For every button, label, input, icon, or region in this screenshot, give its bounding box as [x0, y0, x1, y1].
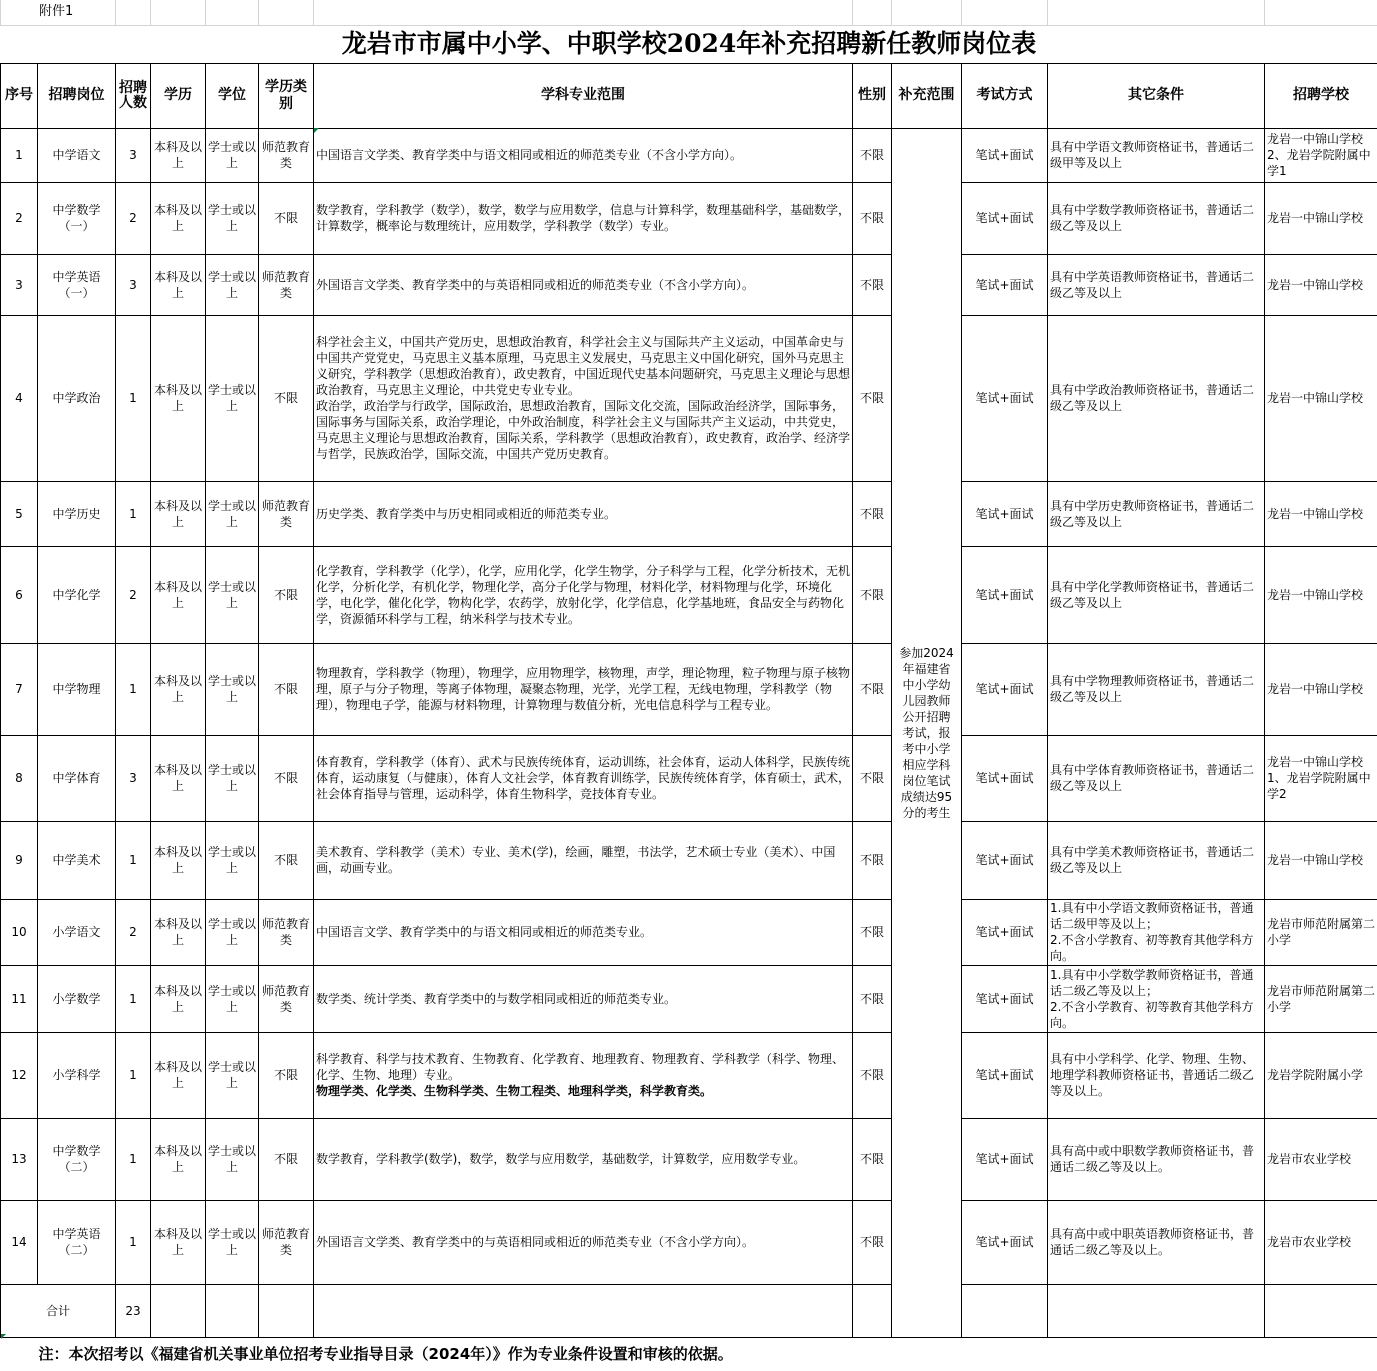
- table-row: [1, 1200, 1377, 1284]
- cell-seq[interactable]: 6: [1, 546, 38, 643]
- cell-school[interactable]: 龙岩一中锦山学校: [1265, 643, 1377, 735]
- cell-education[interactable]: 本科及以上: [151, 965, 206, 1032]
- table-row: [1, 899, 1377, 965]
- header-school[interactable]: 招聘学校: [1265, 63, 1377, 128]
- cell-seq[interactable]: 1: [1, 128, 38, 182]
- cell-major[interactable]: [314, 821, 853, 899]
- cell-post[interactable]: 中学化学: [38, 546, 116, 643]
- cell-count[interactable]: 1: [116, 643, 151, 735]
- cell-seq[interactable]: 4: [1, 315, 38, 481]
- major-text: 物理教育，学科教学（物理），物理学，应用物理学，核物理，声学，理论物理，粒子物理与原子核物理，原子与分子物理，等离子体物理，凝聚态物理，光学，光学工程，无线电物理，学科教学（物理），物理电子学，能源与材料物理，计算物理与数值分析，光电信息科学与工程专业。: [316, 666, 850, 712]
- cell-seq[interactable]: 3: [1, 254, 38, 315]
- cell-conditions[interactable]: 具有中学政治教师资格证书，普通话二级乙等及以上: [1048, 315, 1265, 481]
- cell-degree[interactable]: 学士或以上: [206, 315, 259, 481]
- cell-degree[interactable]: 学士或以上: [206, 481, 259, 546]
- empty-cell[interactable]: [1265, 1284, 1377, 1337]
- cell-seq[interactable]: 2: [1, 182, 38, 254]
- major-text: 外国语言文学类、教育学类中的与英语相同或相近的师范类专业（不含小学方向）。: [316, 1235, 754, 1249]
- table-row: [1, 821, 1377, 899]
- empty-cell[interactable]: [853, 1284, 892, 1337]
- cell-education[interactable]: 本科及以上: [151, 1118, 206, 1200]
- cell-gender[interactable]: 不限: [853, 481, 892, 546]
- table-row: [1, 1118, 1377, 1200]
- cell-edu-type[interactable]: 不限: [259, 182, 314, 254]
- header-count[interactable]: 招聘人数: [116, 63, 151, 128]
- header-gender[interactable]: 性别: [853, 63, 892, 128]
- cell-seq[interactable]: 14: [1, 1200, 38, 1284]
- major-text: 美术教育、学科教学（美术）专业、美术(学)，绘画，雕塑，书法学，艺术硕士专业（美术）、中国画，动画专业。: [316, 845, 835, 875]
- cell-school[interactable]: 龙岩市师范附属第二小学: [1265, 899, 1377, 965]
- header-post[interactable]: 招聘岗位: [38, 63, 116, 128]
- cell-school[interactable]: 龙岩一中锦山学校: [1265, 254, 1377, 315]
- cell-seq[interactable]: 11: [1, 965, 38, 1032]
- cell-exam[interactable]: 笔试+面试: [962, 643, 1048, 735]
- cell-degree[interactable]: 学士或以上: [206, 128, 259, 182]
- cell-count[interactable]: 1: [116, 481, 151, 546]
- cell-post[interactable]: 小学语文: [38, 899, 116, 965]
- cell-education[interactable]: 本科及以上: [151, 254, 206, 315]
- cell-gender[interactable]: 不限: [853, 546, 892, 643]
- empty-cell[interactable]: [314, 1284, 853, 1337]
- cell-seq[interactable]: 13: [1, 1118, 38, 1200]
- cell-edu-type[interactable]: 不限: [259, 546, 314, 643]
- cell-post[interactable]: 中学历史: [38, 481, 116, 546]
- cell-count[interactable]: 3: [116, 254, 151, 315]
- cell-education[interactable]: 本科及以上: [151, 735, 206, 821]
- cell-school[interactable]: 龙岩一中锦山学校2、龙岩学院附属中学1: [1265, 128, 1377, 182]
- table-row: [1, 182, 1377, 254]
- header-education[interactable]: 学历: [151, 63, 206, 128]
- header-major[interactable]: 学科专业范围: [314, 63, 853, 128]
- cell-school[interactable]: 龙岩一中锦山学校: [1265, 546, 1377, 643]
- cell-major[interactable]: [314, 315, 853, 481]
- cell-school[interactable]: 龙岩市师范附属第二小学: [1265, 965, 1377, 1032]
- header-conditions[interactable]: 其它条件: [1048, 63, 1265, 128]
- cell-seq[interactable]: 12: [1, 1032, 38, 1118]
- major-text: 中国语言文学类、教育学类中与语文相同或相近的师范类专业（不含小学方向）。: [316, 148, 742, 162]
- cell-exam[interactable]: 笔试+面试: [962, 128, 1048, 182]
- cell-gender[interactable]: 不限: [853, 821, 892, 899]
- cell-exam[interactable]: 笔试+面试: [962, 899, 1048, 965]
- table-row: [1, 254, 1377, 315]
- table-row: [1, 481, 1377, 546]
- major-text-bold: 物理学类、化学类、生物科学类、生物工程类、地理科学类，科学教育类。: [316, 1084, 712, 1098]
- cell-edu-type[interactable]: 师范教育类: [259, 481, 314, 546]
- empty-cell[interactable]: [1048, 1284, 1265, 1337]
- cell-edu-type[interactable]: 不限: [259, 821, 314, 899]
- cell-conditions[interactable]: 具有高中或中职数学教师资格证书，普通话二级乙等及以上。: [1048, 1118, 1265, 1200]
- cell-major[interactable]: [314, 481, 853, 546]
- cell-gender[interactable]: 不限: [853, 735, 892, 821]
- cell-post[interactable]: 中学体育: [38, 735, 116, 821]
- cell-exam[interactable]: 笔试+面试: [962, 254, 1048, 315]
- cell-edu-type[interactable]: 师范教育类: [259, 965, 314, 1032]
- cell-gender[interactable]: 不限: [853, 315, 892, 481]
- table-row: [1, 315, 1377, 481]
- cell-degree[interactable]: 学士或以上: [206, 899, 259, 965]
- cell-edu-type[interactable]: 不限: [259, 1032, 314, 1118]
- table-row: [1, 546, 1377, 643]
- cell-major[interactable]: [314, 965, 853, 1032]
- attachment-label[interactable]: 附件1: [1, 0, 116, 25]
- cell-count[interactable]: 2: [116, 182, 151, 254]
- header-degree[interactable]: 学位: [206, 63, 259, 128]
- cell-major[interactable]: [314, 1200, 853, 1284]
- major-text: 数学教育，学科教学(数学)，数学，数学与应用数学，基础数学，计算数学，应用数学专业。: [316, 1152, 805, 1166]
- cell-seq[interactable]: 5: [1, 481, 38, 546]
- empty-cell[interactable]: [151, 1284, 206, 1337]
- cell-degree[interactable]: 学士或以上: [206, 643, 259, 735]
- cell-gender[interactable]: 不限: [853, 254, 892, 315]
- cell-major[interactable]: [314, 254, 853, 315]
- major-text: 数学类、统计学类、教育学类中的与数学相同或相近的师范类专业。: [316, 992, 676, 1006]
- cell-count[interactable]: 2: [116, 899, 151, 965]
- table-row: [1, 1032, 1377, 1118]
- table-row: [1, 643, 1377, 735]
- cell-major[interactable]: [314, 735, 853, 821]
- table-row: [1, 735, 1377, 821]
- header-exam[interactable]: 考试方式: [962, 63, 1048, 128]
- major-text: 化学教育，学科教学（化学），化学，应用化学，化学生物学，分子科学与工程，化学分析技术，无机化学，分析化学，有机化学，物理化学，高分子化学与物理，材料化学，材料物理与化学，环境化学，电化学，催化化学，物构化学，农药学，放射化学，化学信息，化学基地班，食品安全与药物化学，资源循环科学与工程，纳米科学与技术专业。: [316, 564, 850, 626]
- cell-degree[interactable]: 学士或以上: [206, 182, 259, 254]
- cell-edu-type[interactable]: 不限: [259, 643, 314, 735]
- cell-conditions[interactable]: 具有中小学科学、化学、物理、生物、地理学科教师资格证书，普通话二级乙等及以上。: [1048, 1032, 1265, 1118]
- cell-degree[interactable]: 学士或以上: [206, 254, 259, 315]
- cell-exam[interactable]: 笔试+面试: [962, 315, 1048, 481]
- cell-post[interactable]: 中学美术: [38, 821, 116, 899]
- cell-education[interactable]: 本科及以上: [151, 546, 206, 643]
- cell-conditions[interactable]: 具有中学体育教师资格证书，普通话二级乙等及以上: [1048, 735, 1265, 821]
- cell-major[interactable]: [314, 643, 853, 735]
- cell-conditions[interactable]: 1.具有中小学语文教师资格证书，普通话二级甲等及以上； 2.不含小学教育、初等教育其他学科方向。: [1048, 899, 1265, 965]
- cell-conditions[interactable]: 具有高中或中职英语教师资格证书，普通话二级乙等及以上。: [1048, 1200, 1265, 1284]
- cell-count[interactable]: 1: [116, 1200, 151, 1284]
- header-edu-type[interactable]: 学历类别: [259, 63, 314, 128]
- cell-gender[interactable]: 不限: [853, 182, 892, 254]
- note-row: [1, 1337, 1377, 1371]
- cell-seq[interactable]: 8: [1, 735, 38, 821]
- major-text: 科学教育、科学与技术教育、生物教育、化学教育、地理教育、物理教育、学科教学（科学、物理、化学、生物、地理）专业。: [316, 1052, 844, 1082]
- cell-exam[interactable]: 笔试+面试: [962, 1200, 1048, 1284]
- cell-exam[interactable]: 笔试+面试: [962, 821, 1048, 899]
- cell-education[interactable]: 本科及以上: [151, 821, 206, 899]
- major-text: 外国语言文学类、教育学类中的与英语相同或相近的师范类专业（不含小学方向）。: [316, 278, 754, 292]
- cell-count[interactable]: 3: [116, 128, 151, 182]
- cell-post[interactable]: 中学英语（二）: [38, 1200, 116, 1284]
- cell-school[interactable]: 龙岩一中锦山学校: [1265, 315, 1377, 481]
- cell-post[interactable]: 小学科学: [38, 1032, 116, 1118]
- cell-comment-marker: [314, 128, 319, 133]
- cell-conditions[interactable]: 具有中学美术教师资格证书，普通话二级乙等及以上: [1048, 821, 1265, 899]
- cell-seq[interactable]: 7: [1, 643, 38, 735]
- cell-education[interactable]: 本科及以上: [151, 315, 206, 481]
- table-row: [1, 128, 1377, 182]
- cell-count[interactable]: 3: [116, 735, 151, 821]
- cell-exam[interactable]: 笔试+面试: [962, 1032, 1048, 1118]
- empty-cell[interactable]: [962, 1284, 1048, 1337]
- total-label[interactable]: 合计: [1, 1284, 116, 1337]
- cell-degree[interactable]: 学士或以上: [206, 821, 259, 899]
- cell-school[interactable]: 龙岩一中锦山学校: [1265, 182, 1377, 254]
- cell-school[interactable]: 龙岩一中锦山学校: [1265, 821, 1377, 899]
- cell-edu-type[interactable]: 师范教育类: [259, 128, 314, 182]
- cell-edu-type[interactable]: 师范教育类: [259, 254, 314, 315]
- empty-cell[interactable]: [259, 1284, 314, 1337]
- cell-conditions[interactable]: 具有中学英语教师资格证书，普通话二级乙等及以上: [1048, 254, 1265, 315]
- cell-exam[interactable]: 笔试+面试: [962, 182, 1048, 254]
- cell-major[interactable]: [314, 128, 853, 182]
- cell-gender[interactable]: 不限: [853, 965, 892, 1032]
- cell-gender[interactable]: 不限: [853, 1200, 892, 1284]
- cell-gender[interactable]: 不限: [853, 899, 892, 965]
- cell-count[interactable]: 1: [116, 315, 151, 481]
- cell-exam[interactable]: 笔试+面试: [962, 546, 1048, 643]
- cell-edu-type[interactable]: 师范教育类: [259, 899, 314, 965]
- table-row: [1, 965, 1377, 1032]
- cell-post[interactable]: 中学数学（一）: [38, 182, 116, 254]
- cell-post[interactable]: 中学数学（二）: [38, 1118, 116, 1200]
- cell-count[interactable]: 1: [116, 1118, 151, 1200]
- cell-conditions[interactable]: 1.具有中小学数学教师资格证书，普通话二级乙等及以上； 2.不含小学教育、初等教育其他学科方向。: [1048, 965, 1265, 1032]
- cell-degree[interactable]: 学士或以上: [206, 1200, 259, 1284]
- cell-conditions[interactable]: 具有中学语文教师资格证书，普通话二级甲等及以上: [1048, 128, 1265, 182]
- cell-edu-type[interactable]: 师范教育类: [259, 1200, 314, 1284]
- cell-exam[interactable]: 笔试+面试: [962, 735, 1048, 821]
- cell-count[interactable]: 1: [116, 1032, 151, 1118]
- cell-major[interactable]: [314, 899, 853, 965]
- cell-seq[interactable]: 9: [1, 821, 38, 899]
- cell-education[interactable]: 本科及以上: [151, 1032, 206, 1118]
- cell-major[interactable]: [314, 546, 853, 643]
- cell-major[interactable]: [314, 1118, 853, 1200]
- cell-conditions[interactable]: 具有中学历史教师资格证书，普通话二级乙等及以上: [1048, 481, 1265, 546]
- cell-post[interactable]: 中学政治: [38, 315, 116, 481]
- cell-edu-type[interactable]: 不限: [259, 1118, 314, 1200]
- cell-post[interactable]: 中学语文: [38, 128, 116, 182]
- empty-cell[interactable]: [206, 1284, 259, 1337]
- cell-exam[interactable]: 笔试+面试: [962, 481, 1048, 546]
- header-scope[interactable]: 补充范围: [892, 63, 962, 128]
- cell-education[interactable]: 本科及以上: [151, 1200, 206, 1284]
- major-text: 科学社会主义，中国共产党历史，思想政治教育，科学社会主义与国际共产主义运动，中国革命史与中国共产党党史，马克思主义基本原理，马克思主义发展史，马克思主义中国化研究，国外马克思主义研究，学科教学（思想政治教育），政史教育，中国近现代史基本问题研究，马克思主义理论与思想政治教育，马克思主义理论，中共党史专业专业。: [316, 335, 850, 397]
- major-text: 体育教育，学科教学（体育）、武术与民族传统体育，运动训练，社会体育，运动人体科学，民族传统体育，运动康复（与健康），体育人文社会学，体育教育训练学，民族传统体育学，体育硕士，武术，社会体育指导与管理，运动科学，体育生物科学，竞技体育专业。: [316, 755, 850, 801]
- cell-conditions[interactable]: 具有中学物理教师资格证书，普通话二级乙等及以上: [1048, 643, 1265, 735]
- cell-edu-type[interactable]: 不限: [259, 735, 314, 821]
- cell-gender[interactable]: 不限: [853, 1032, 892, 1118]
- cell-degree[interactable]: 学士或以上: [206, 1118, 259, 1200]
- cell-degree[interactable]: 学士或以上: [206, 735, 259, 821]
- major-text: 中国语言文学、教育学类中的与语文相同或相近的师范类专业。: [316, 925, 652, 939]
- cell-school[interactable]: 龙岩市农业学校: [1265, 1200, 1377, 1284]
- cell-major[interactable]: [314, 1032, 853, 1118]
- cell-degree[interactable]: 学士或以上: [206, 1032, 259, 1118]
- cell-major[interactable]: [314, 182, 853, 254]
- cell-education[interactable]: 本科及以上: [151, 643, 206, 735]
- cell-degree[interactable]: 学士或以上: [206, 965, 259, 1032]
- cell-edu-type[interactable]: 不限: [259, 315, 314, 481]
- cell-conditions[interactable]: 具有中学化学教师资格证书，普通话二级乙等及以上: [1048, 546, 1265, 643]
- header-seq[interactable]: 序号: [1, 63, 38, 128]
- cell-gender[interactable]: 不限: [853, 128, 892, 182]
- cell-comment-marker: [1, 1334, 6, 1339]
- cell-count[interactable]: 1: [116, 821, 151, 899]
- page-title: 龙岩市市属中小学、中职学校2024年补充招聘新任教师岗位表: [1, 25, 1377, 63]
- cell-school[interactable]: 龙岩一中锦山学校1、龙岩学院附属中学2: [1265, 735, 1377, 821]
- major-text: 数学教育，学科教学（数学），数学，数学与应用数学，信息与计算科学，数理基础科学，基础数学，计算数学，概率论与数理统计，应用数学，学科教学（数学）专业。: [316, 203, 850, 233]
- cell-school[interactable]: 龙岩市农业学校: [1265, 1118, 1377, 1200]
- cell-school[interactable]: 龙岩学院附属小学: [1265, 1032, 1377, 1118]
- total-count[interactable]: 23: [116, 1284, 151, 1337]
- cell-education[interactable]: 本科及以上: [151, 481, 206, 546]
- cell-education[interactable]: 本科及以上: [151, 182, 206, 254]
- cell-gender[interactable]: 不限: [853, 643, 892, 735]
- cell-post[interactable]: 中学英语（一）: [38, 254, 116, 315]
- major-text-2: 政治学，政治学与行政学，国际政治，思想政治教育，国际文化交流，国际政治经济学，国际事务，国际事务与国际关系，政治学理论，中外政治制度，科学社会主义与国际共产主义运动，中共党史，马克思主义理论与思想政治教育，国际关系，学科教学（思想政治教育），政史教育，政治学、经济学与哲学，民族政治学，国际交流，中国共产党历史教育。: [316, 399, 850, 461]
- cell-count[interactable]: 1: [116, 965, 151, 1032]
- cell-school[interactable]: 龙岩一中锦山学校: [1265, 481, 1377, 546]
- cell-post[interactable]: 小学数学: [38, 965, 116, 1032]
- cell-conditions[interactable]: 具有中学数学教师资格证书，普通话二级乙等及以上: [1048, 182, 1265, 254]
- cell-degree[interactable]: 学士或以上: [206, 546, 259, 643]
- cell-post[interactable]: 中学物理: [38, 643, 116, 735]
- cell-exam[interactable]: 笔试+面试: [962, 1118, 1048, 1200]
- cell-seq[interactable]: 10: [1, 899, 38, 965]
- cell-scope[interactable]: 参加2024年福建省中小学幼儿园教师公开招聘考试，报考中小学相应学科岗位笔试成绩达95分的考生: [892, 128, 962, 1337]
- cell-education[interactable]: 本科及以上: [151, 899, 206, 965]
- cell-exam[interactable]: 笔试+面试: [962, 965, 1048, 1032]
- footnote[interactable]: 注：本次招考以《福建省机关事业单位招考专业指导目录（2024年）》作为专业条件设置和审核的依据。: [1, 1337, 1377, 1371]
- cell-education[interactable]: 本科及以上: [151, 128, 206, 182]
- cell-count[interactable]: 2: [116, 546, 151, 643]
- header-row: [1, 63, 1377, 128]
- cell-gender[interactable]: 不限: [853, 1118, 892, 1200]
- total-row: [1, 1284, 1377, 1337]
- major-text: 历史学类、教育学类中与历史相同或相近的师范类专业。: [316, 507, 616, 521]
